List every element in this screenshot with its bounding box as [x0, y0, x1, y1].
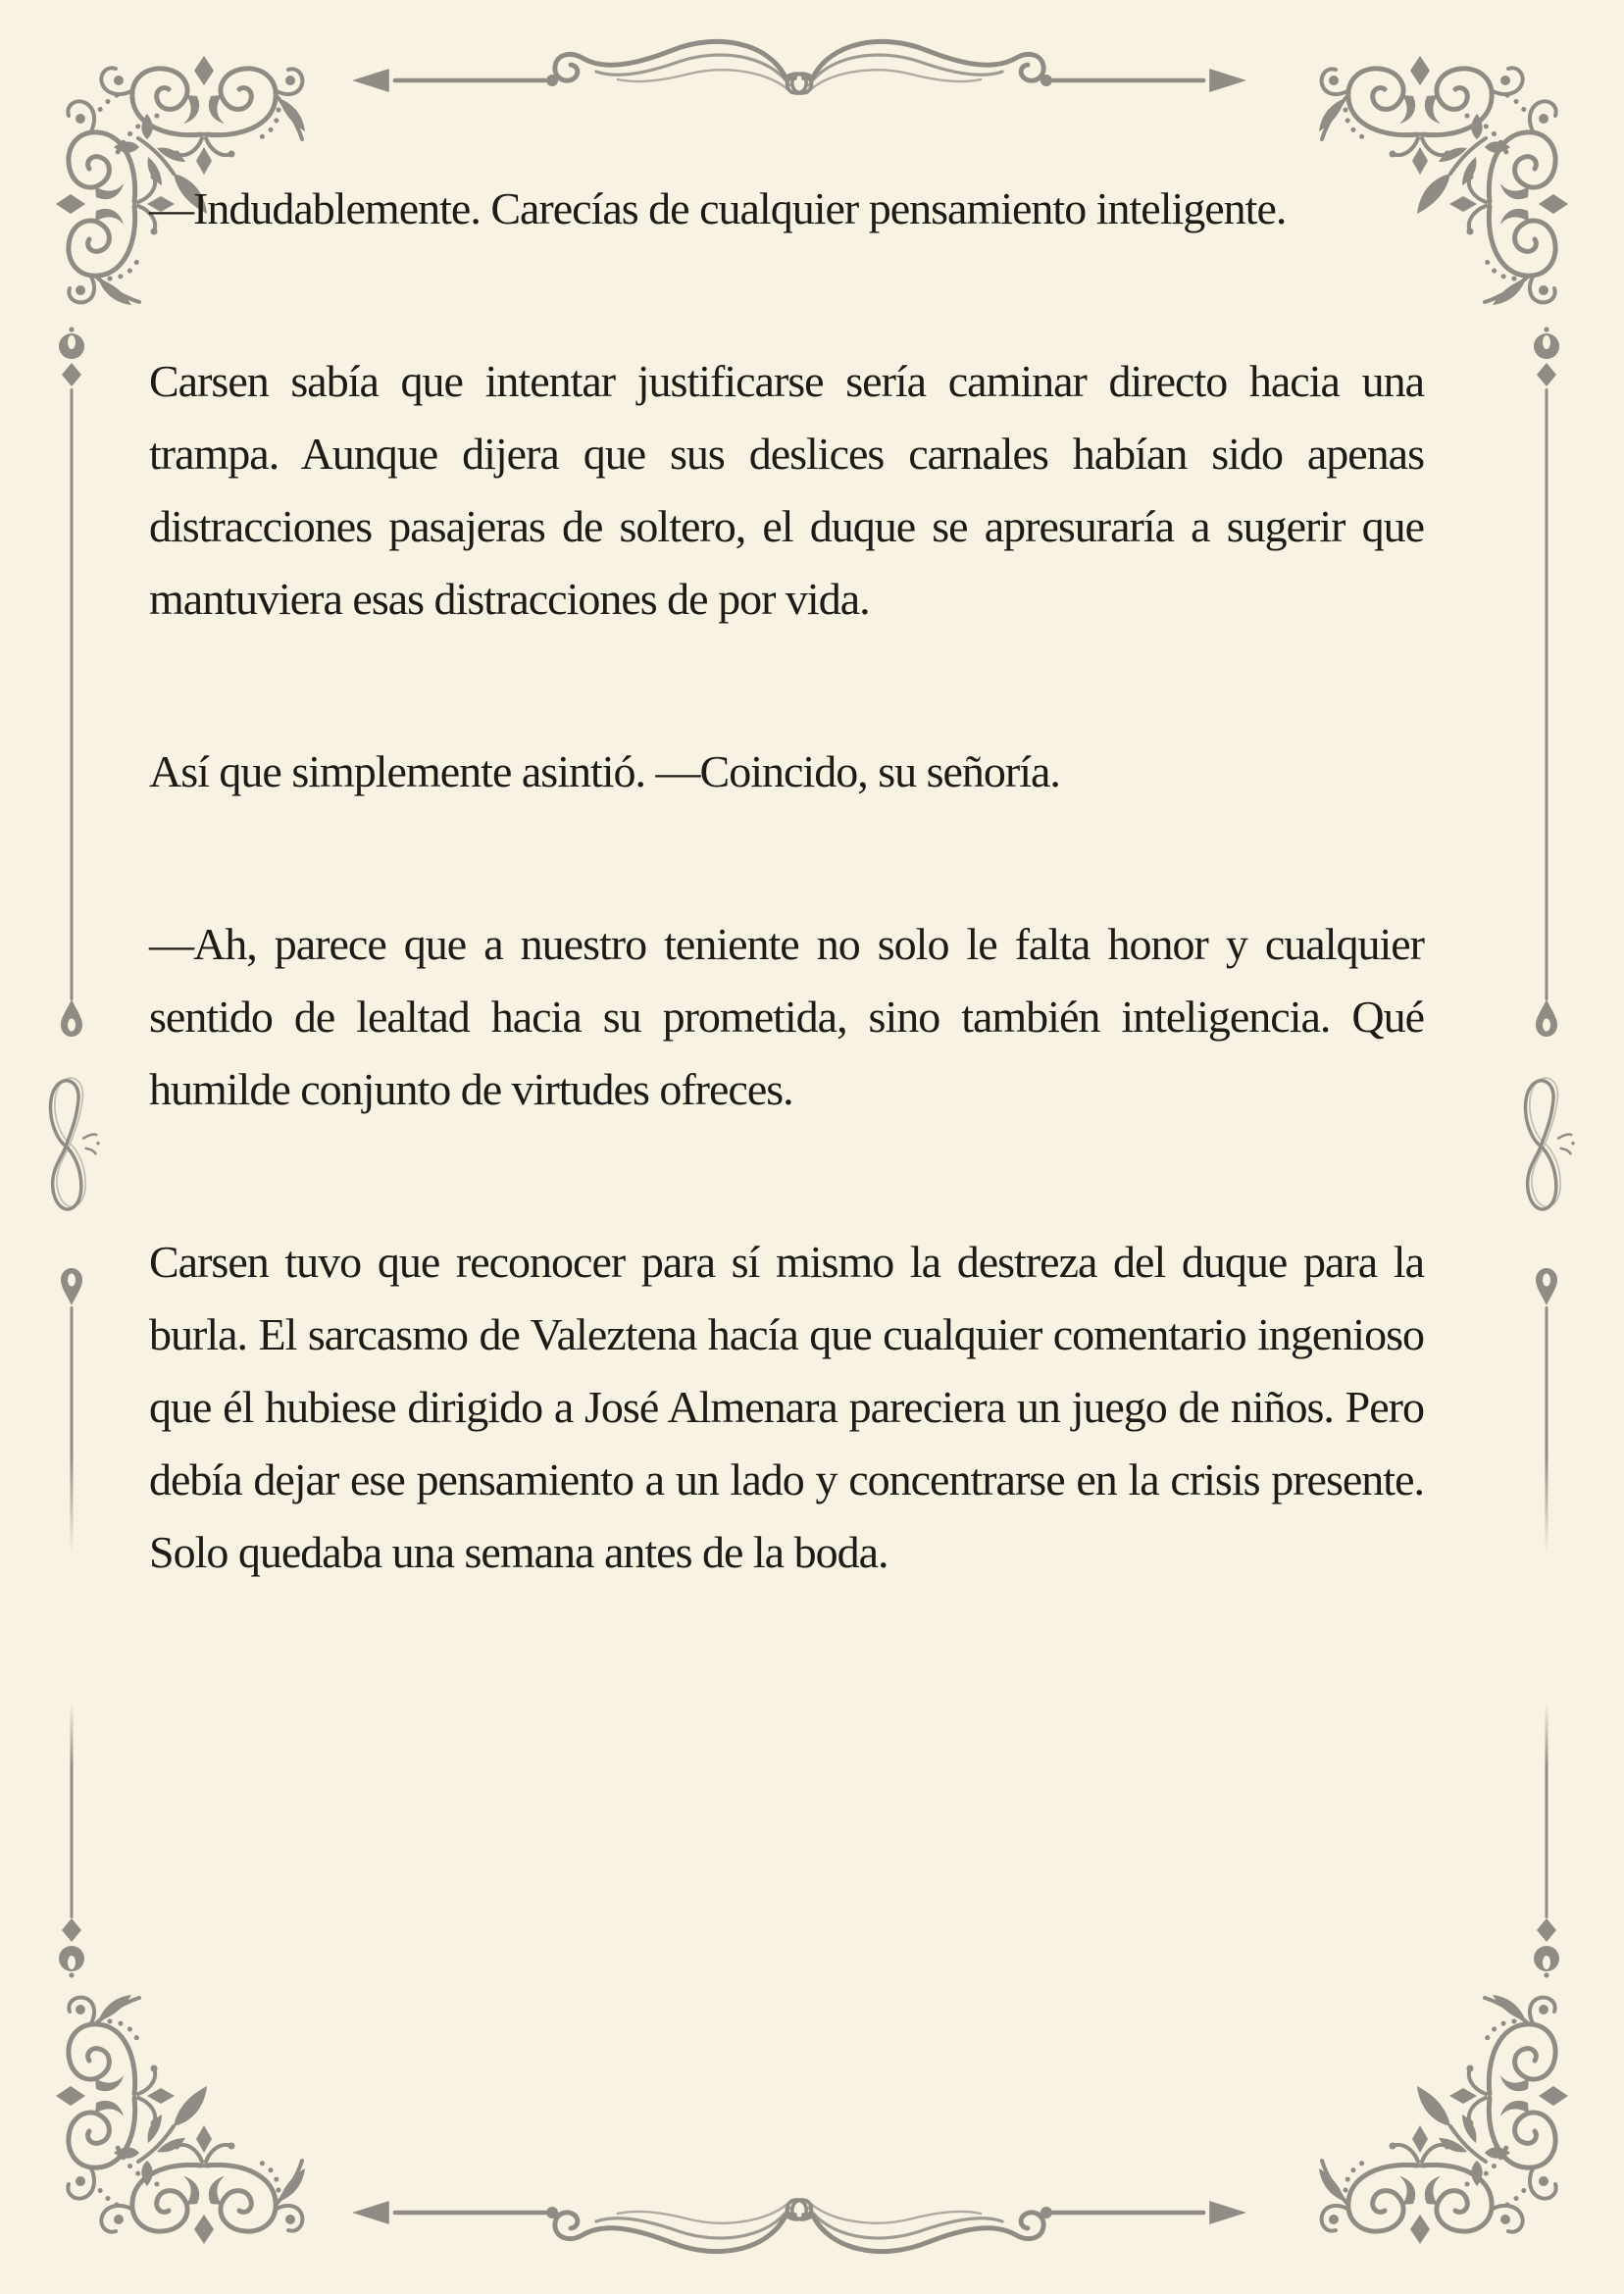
rule-line	[1546, 388, 1548, 1000]
diamond-finial-icon	[62, 1918, 81, 1942]
teardrop-pendant-icon	[59, 1267, 84, 1306]
figure-eight-knot-icon	[38, 1071, 105, 1226]
page-text	[149, 173, 1424, 1589]
bulb-finial-icon	[1534, 326, 1559, 361]
bulb-finial-icon	[1534, 1944, 1559, 1979]
diamond-finial-icon	[1537, 363, 1556, 386]
diamond-finial-icon	[1537, 1918, 1556, 1942]
rule-line	[71, 388, 74, 1000]
right-border-rule	[1508, 0, 1585, 2294]
bottom-arrow-swirl-divider-icon	[350, 2159, 1248, 2267]
paragraph: —Ah, parece que a nuestro teniente no solo le falta honor y cualquier sentido de lealtad hacia su prometida, sino también inteligencia. Qué humilde conjunto de virtudes ofreces.	[149, 919, 1424, 1114]
left-border-rule	[33, 0, 110, 2294]
teardrop-pendant-icon	[1534, 1267, 1559, 1306]
bulb-finial-icon	[59, 1944, 84, 1979]
rule-line	[1546, 1703, 1548, 1918]
paragraph: Así que simplemente asintió. —Coincido, su señoría.	[149, 746, 1060, 796]
diamond-finial-icon	[62, 363, 81, 386]
paragraph: Carsen sabía que intentar justificarse sería caminar directo hacia una trampa. Aunque dijera que sus deslices carnales habían sido apenas distracciones pasajeras de soltero, el duque se apresuraría a sugerir que mantuviera esas distracciones de por vida.	[149, 356, 1424, 624]
figure-eight-knot-icon	[1513, 1071, 1580, 1226]
top-arrow-swirl-divider-icon	[350, 26, 1248, 134]
rule-line	[71, 1306, 74, 1555]
bulb-finial-icon	[59, 326, 84, 361]
paragraph: —Indudablemente. Carecías de cualquier pensamiento inteligente.	[149, 183, 1287, 233]
paragraph: Carsen tuvo que reconocer para sí mismo la destreza del duque para la burla. El sarcasmo de Valeztena hacía que cualquier comentario ingenioso que él hubiese dirigido a José Almenara pareciera un juego de niños. Pero debía dejar ese pensamiento a un lado y concentrarse en la crisis presente. Solo quedaba una semana antes de la boda.	[149, 1237, 1424, 1577]
teardrop-pendant-icon	[59, 998, 84, 1038]
teardrop-pendant-icon	[1534, 998, 1559, 1038]
rule-line	[1546, 1306, 1548, 1555]
rule-line	[71, 1703, 74, 1918]
